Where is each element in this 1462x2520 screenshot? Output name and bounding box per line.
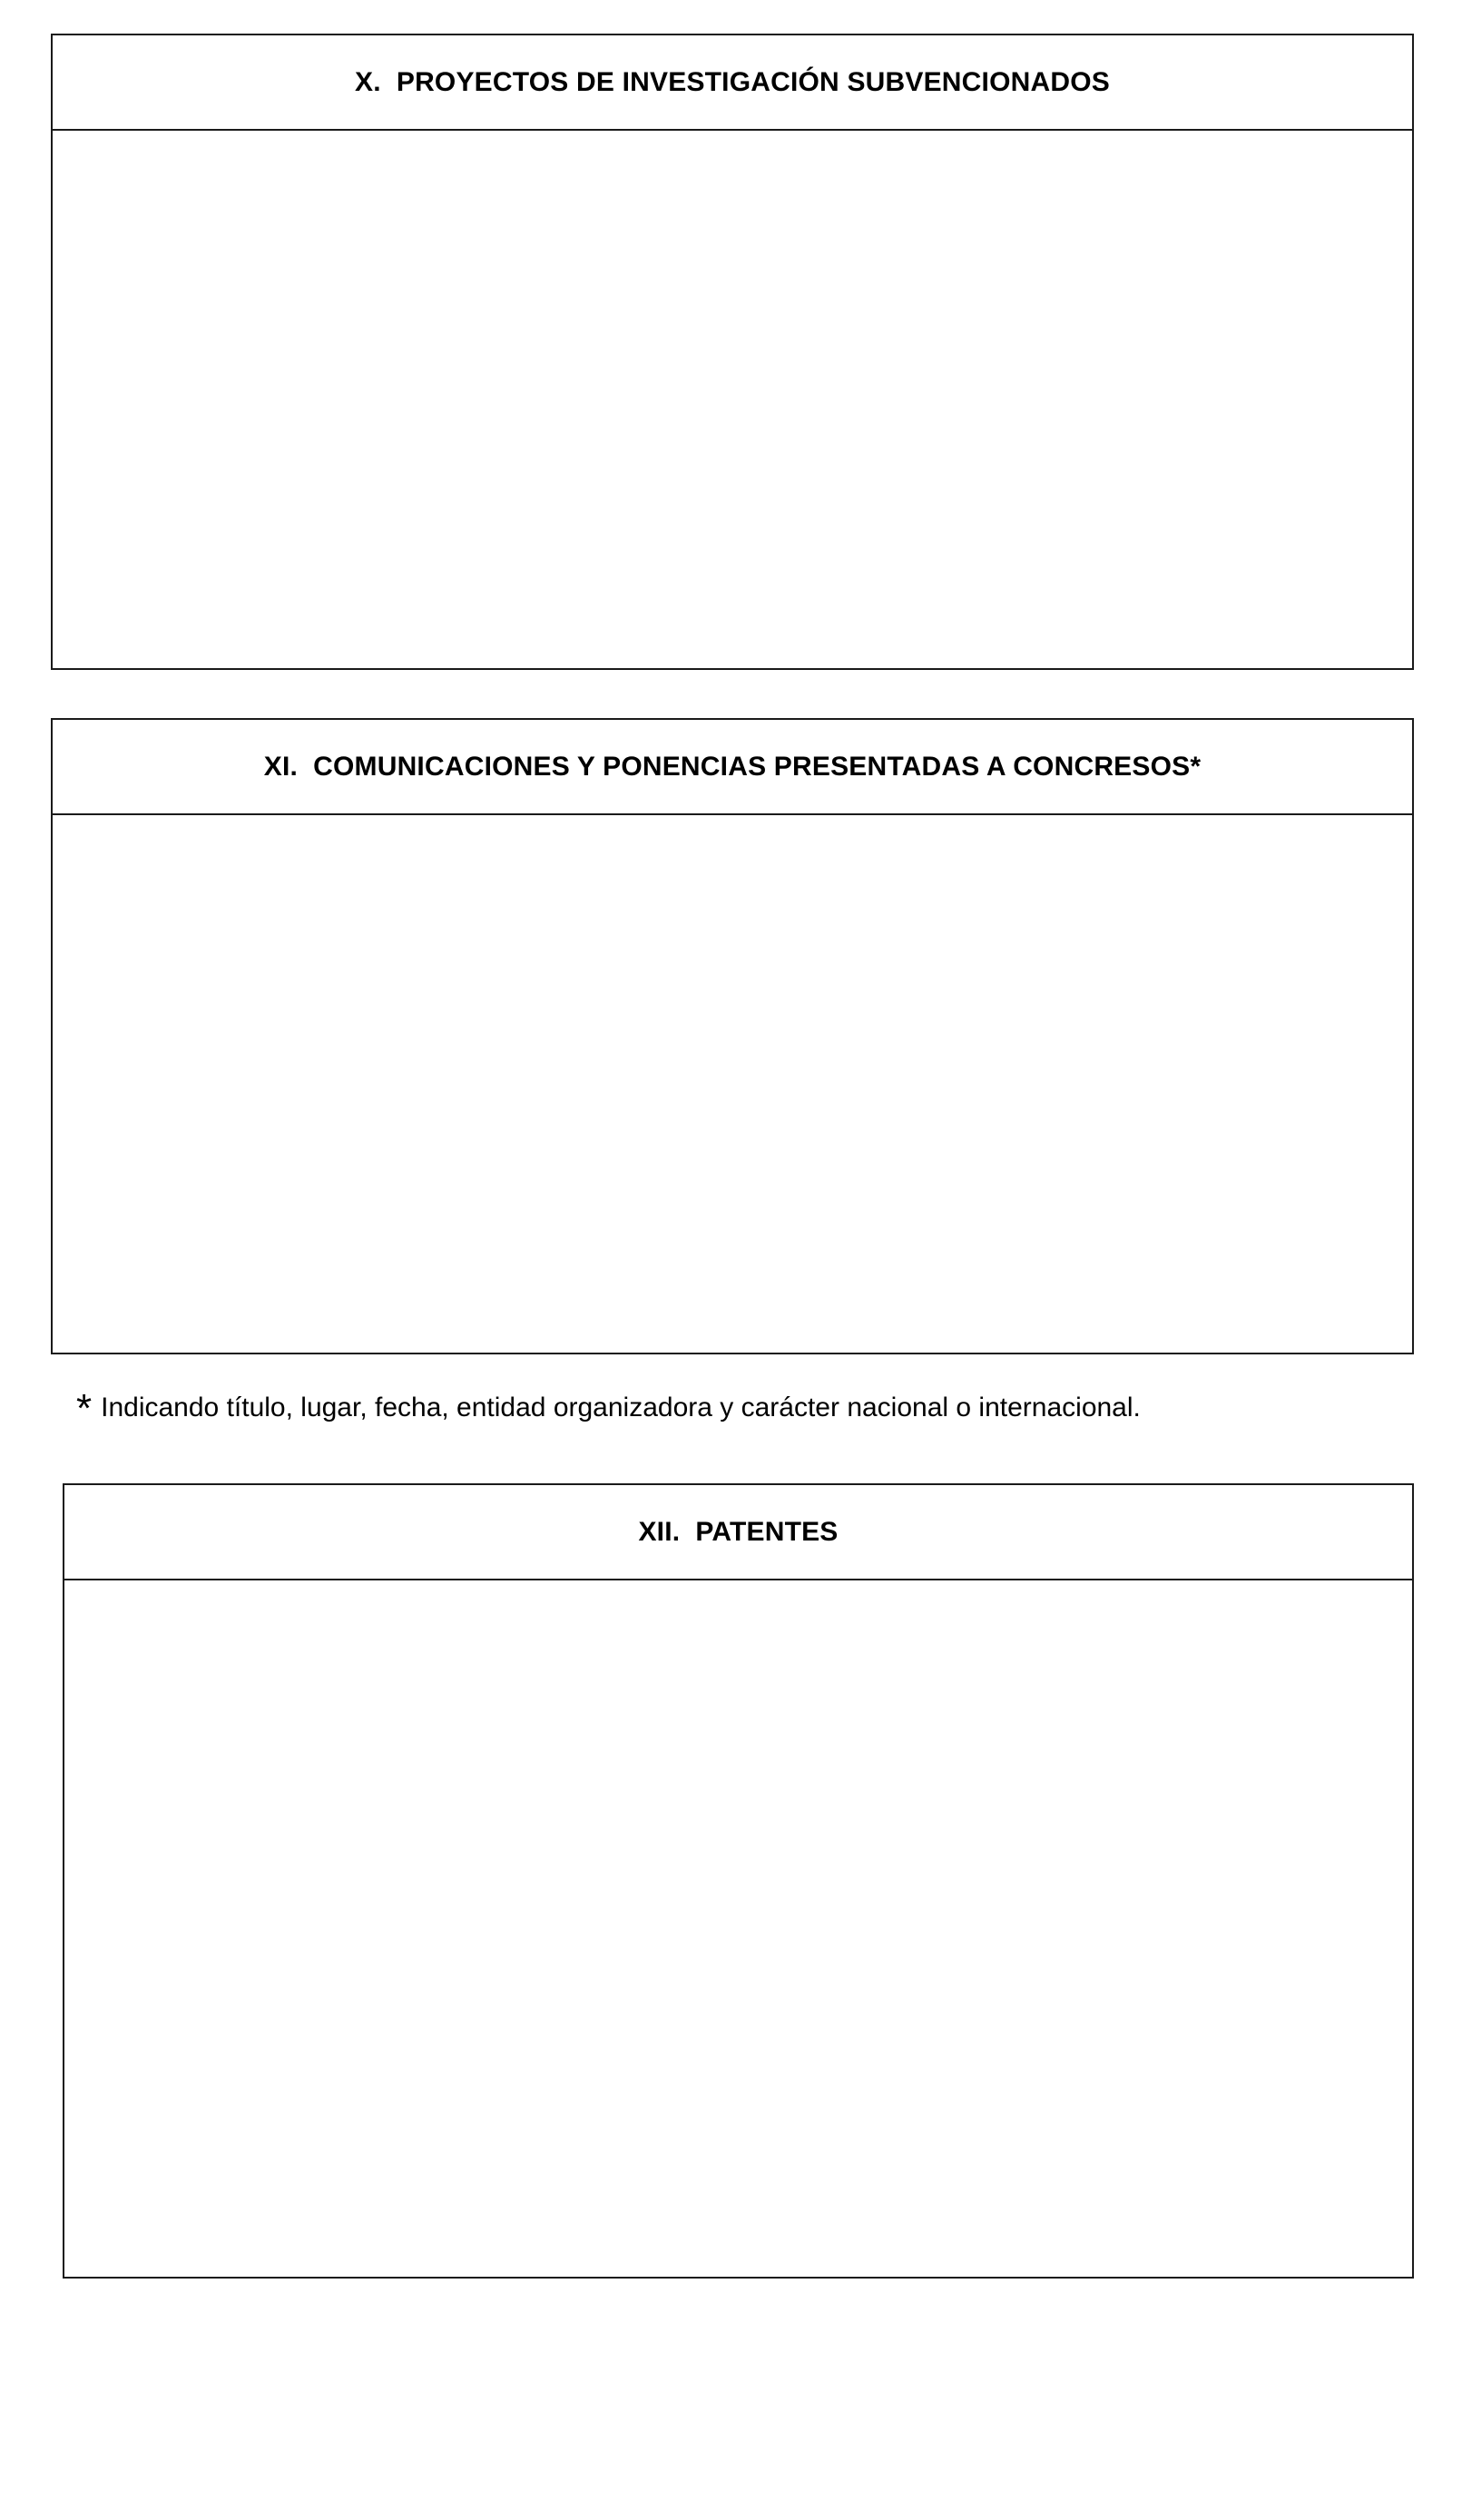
section-title: XI. COMUNICACIONES Y PONENCIAS PRESENTADAS A CONCRESOS*: [53, 720, 1412, 815]
section-patentes: [63, 1483, 1414, 2279]
section-content-area[interactable]: [64, 1580, 1412, 2277]
section-content-area[interactable]: [53, 131, 1412, 668]
footnote-marker: *: [76, 1386, 93, 1431]
footnote-text: Indicando título, lugar, fecha, entidad organizadora y carácter nacional o internacional.: [101, 1393, 1141, 1422]
section-comunicaciones-ponencias: [51, 718, 1414, 1354]
footnote: [76, 1383, 1141, 1431]
section-title: XII. PATENTES: [64, 1485, 1412, 1580]
section-title: X. PROYECTOS DE INVESTIGACIÓN SUBVENCIONADOS: [53, 35, 1412, 131]
section-proyectos-investigacion: [51, 34, 1414, 670]
section-content-area[interactable]: [53, 815, 1412, 1353]
